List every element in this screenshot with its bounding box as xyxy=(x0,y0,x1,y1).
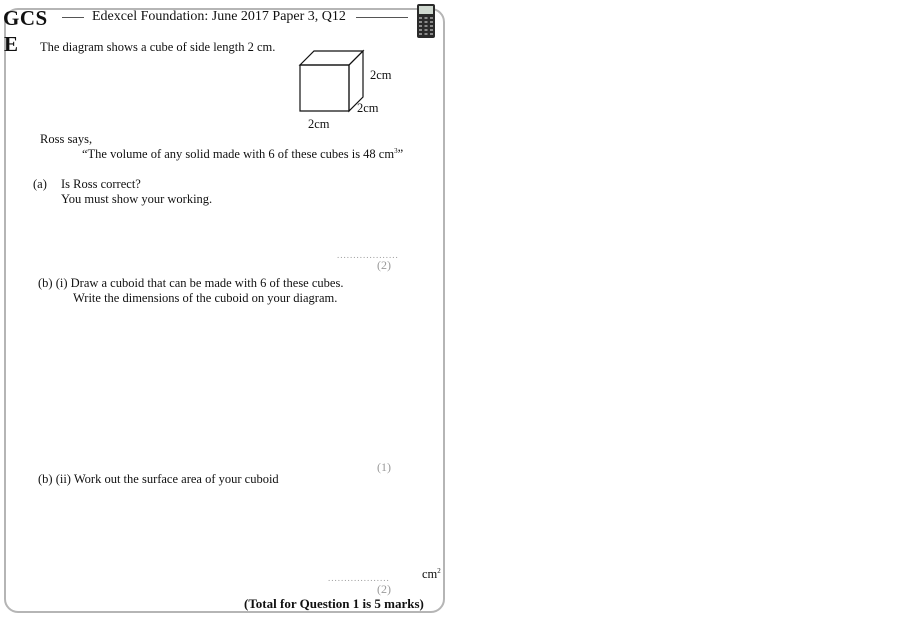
header-rule-left xyxy=(62,17,84,18)
paper-title: Edexcel Foundation: June 2017 Paper 3, Q12 xyxy=(92,9,346,24)
total-marks: (Total for Question 1 is 5 marks) xyxy=(244,596,424,611)
part-b-i-label: (b) (i) Draw a cuboid that can be made with 6 of these cubes. xyxy=(38,276,344,290)
part-b-ii-marks: (2) xyxy=(377,582,391,596)
part-b-ii-unit: $cm^2$ xyxy=(422,567,441,582)
cube-depth-label: 2cm xyxy=(357,101,379,115)
part-a-question: Is Ross correct? xyxy=(61,177,141,191)
calculator-icon xyxy=(416,3,436,39)
part-a-label: (a) xyxy=(33,177,47,191)
question-frame xyxy=(4,8,445,613)
ross-quote: “The volume of any solid made with 6 of these cubes is 48 $cm^3$” xyxy=(82,147,404,162)
header-rule-right xyxy=(356,17,408,18)
gcse-label-line2: E xyxy=(4,32,19,56)
part-b-i-marks: (1) xyxy=(377,460,391,474)
part-a-answer-line[interactable]: ................... xyxy=(337,250,399,260)
intro-text: The diagram shows a cube of side length 2 cm. xyxy=(40,40,276,54)
cube-diagram xyxy=(296,48,366,118)
cube-height-label: 2cm xyxy=(370,68,392,82)
ross-says: Ross says, xyxy=(40,132,93,146)
cube-width-label: 2cm xyxy=(308,117,330,131)
part-b-ii-answer-line[interactable]: ................... xyxy=(328,573,390,583)
part-a-marks: (2) xyxy=(377,258,391,272)
gcse-label-line1: GCS xyxy=(3,6,48,30)
part-a-instruction: You must show your working. xyxy=(61,192,213,206)
part-b-ii-label: (b) (ii) Work out the surface area of your cuboid xyxy=(38,472,279,486)
part-b-i-instruction: Write the dimensions of the cuboid on your diagram. xyxy=(73,291,338,305)
